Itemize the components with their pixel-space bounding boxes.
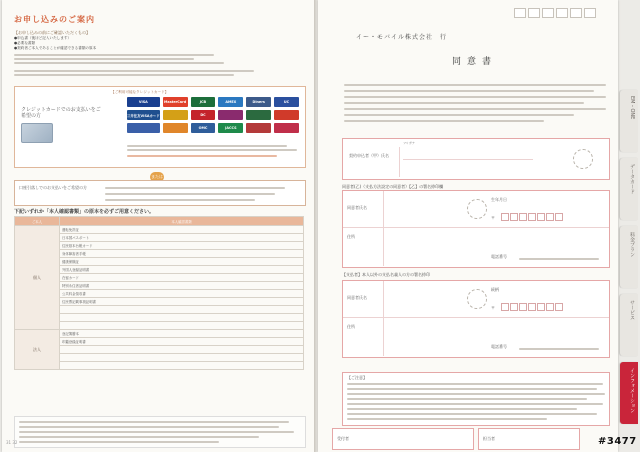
- requirement-item: ●必要な書類: [14, 41, 39, 45]
- requirement-item: ●契約者ご本人であることが確認できる書類の原本: [14, 46, 97, 50]
- credit-card-section: [14, 86, 306, 168]
- text-line: [105, 199, 255, 201]
- right-page: [318, 0, 618, 452]
- document-cell: 健康保険証: [60, 258, 304, 266]
- card-brand-logo: UC: [274, 97, 299, 107]
- document-cell: 外国人登録証明書: [60, 266, 304, 274]
- card-brand-logo: JACCS: [218, 123, 243, 133]
- section-tab[interactable]: [620, 294, 638, 356]
- card-brand-logo: [163, 123, 188, 133]
- staff-box: [478, 428, 580, 450]
- relationship-label: 続柄: [491, 287, 499, 292]
- card-brand-logo: Diners: [246, 97, 271, 107]
- card-section-label: 【ご利用可能なクレジットカード】: [111, 90, 169, 94]
- notes-box: [14, 416, 306, 448]
- applicant-signature-box: [342, 138, 610, 180]
- page-subtitle: 【お申し込みの前にご確認いただくもの】: [14, 30, 90, 35]
- text-line: [19, 441, 219, 443]
- text-line: [14, 62, 224, 64]
- reception-label: 受付者: [337, 436, 349, 441]
- bank-transfer-label: 口座引落しでのお支払いをご希望の方: [19, 185, 87, 190]
- form-row: [343, 228, 609, 266]
- document-cell: 印鑑登録証明書: [60, 338, 304, 346]
- address-label: 住所: [347, 234, 355, 239]
- notice-box: [342, 372, 610, 426]
- text-line: [14, 70, 254, 72]
- input-line[interactable]: [519, 258, 599, 260]
- bank-transfer-section: [14, 180, 306, 206]
- section-tabs: [620, 90, 640, 452]
- page-number: 31 32: [6, 440, 18, 445]
- document-cell: [60, 322, 304, 330]
- requirement-item: ●申込書（後ほど記入いたします）: [14, 36, 72, 40]
- phone-label: 電話番号: [491, 254, 507, 259]
- card-brand-logo: VISA: [127, 97, 160, 107]
- card-brand-logo: OMC: [191, 123, 216, 133]
- section-tab-label: EM・ONE: [629, 96, 635, 120]
- card-brand-logo: 三井住友VISAカード: [127, 110, 160, 120]
- card-brand-logo: [246, 110, 271, 120]
- card-logo-grid: [127, 97, 299, 133]
- section-tab[interactable]: [620, 158, 638, 220]
- text-line: [14, 54, 214, 56]
- notice-title: 【ご注意】: [347, 375, 367, 380]
- document-cell: 登記簿謄本: [60, 330, 304, 338]
- section-tab[interactable]: [620, 90, 638, 152]
- document-cell: 住民票記載事項証明書: [60, 298, 304, 306]
- text-line: [19, 431, 294, 433]
- postal-code-boxes[interactable]: [501, 303, 563, 311]
- left-page: [2, 0, 314, 452]
- address-label: 住所: [347, 324, 355, 329]
- form-title: 同意書: [452, 57, 498, 67]
- postal-label: 〒: [491, 305, 495, 310]
- document-cell: 日本国パスポート: [60, 234, 304, 242]
- category-cell: 法人: [15, 330, 60, 370]
- card-info-title: クレジットカードでのお支払いをご希望の方: [21, 107, 101, 119]
- document-cell: [60, 346, 304, 354]
- postal-code-boxes[interactable]: [501, 213, 563, 221]
- card-brand-logo: MasterCard: [163, 97, 188, 107]
- form-row: [343, 281, 609, 318]
- card-brand-logo: [274, 123, 299, 133]
- section-tab-label: インフォメーション: [629, 368, 635, 413]
- section-tab-label: 料金プラン: [629, 232, 635, 257]
- phone-label: 電話番号: [491, 344, 507, 349]
- text-line: [127, 155, 277, 157]
- text-line: [105, 187, 285, 189]
- id-documents-table: [14, 216, 304, 370]
- seal-circle[interactable]: [467, 289, 487, 309]
- furigana-label: フリガナ: [403, 141, 415, 145]
- seal-circle[interactable]: [573, 149, 593, 169]
- seal-circle[interactable]: [467, 199, 487, 219]
- name-label: 同意者氏名: [347, 295, 367, 300]
- section-tab-label: データカード: [629, 164, 635, 194]
- or-separator: または: [150, 172, 164, 182]
- form-row: [343, 318, 609, 356]
- form-row: [343, 191, 609, 228]
- text-line: [14, 58, 194, 60]
- text-line: [19, 421, 289, 423]
- card-brand-logo: AMEX: [218, 97, 243, 107]
- card-brand-logo: [246, 123, 271, 133]
- section-title: 同意者(乙)（支払方法設定の同意者）【乙】の署名捺印欄: [342, 184, 444, 189]
- birth-label: 生年月日: [491, 197, 507, 202]
- reception-box: [332, 428, 474, 450]
- document-cell: [60, 306, 304, 314]
- table-row: [15, 226, 304, 234]
- document-cell: 身体障害者手帳: [60, 250, 304, 258]
- card-brand-logo: JCB: [191, 97, 216, 107]
- applicant-name-label: 契約申込者（甲）氏名: [349, 153, 389, 158]
- page-title: お申し込みのご案内: [14, 15, 95, 24]
- card-brand-logo: DC: [191, 110, 216, 120]
- table-row: [15, 330, 304, 338]
- requirements-list: [14, 36, 194, 51]
- section-tab-label: サービス: [629, 300, 635, 320]
- date-boxes: [514, 8, 596, 18]
- document-cell: 住民基本台帳カード: [60, 242, 304, 250]
- section-tab[interactable]: [620, 226, 638, 288]
- document-cell: [60, 362, 304, 370]
- table-header: ご本人: [15, 217, 60, 226]
- staff-label: 担当者: [483, 436, 495, 441]
- text-line: [105, 193, 275, 195]
- document-cell: 在留カード: [60, 274, 304, 282]
- name-label: 同意者氏名: [347, 205, 367, 210]
- document-cell: 特別永住者証明書: [60, 282, 304, 290]
- card-brand-logo: [274, 110, 299, 120]
- section-title: 【支払者】本人以外の支払名義人の方の署名捺印: [342, 272, 430, 277]
- card-brand-logo: [163, 110, 188, 120]
- docs-heading: 下記いずれか「本人確認書類」の原本を必ずご用意ください。: [14, 209, 155, 215]
- section-tab[interactable]: [620, 362, 638, 424]
- text-line: [127, 149, 297, 151]
- consenter-form: [342, 190, 610, 268]
- table-header: 本人確認書類: [60, 217, 304, 226]
- card-info: [21, 107, 101, 143]
- payer-form: [342, 280, 610, 358]
- text-line: [127, 145, 287, 147]
- document-cell: 公共料金領収書: [60, 290, 304, 298]
- page-badge: #3477: [598, 436, 637, 447]
- card-brand-logo: [218, 110, 243, 120]
- text-line: [19, 436, 259, 438]
- postal-label: 〒: [491, 215, 495, 220]
- input-line[interactable]: [519, 348, 599, 350]
- text-line: [14, 74, 234, 76]
- card-brand-logo: [127, 123, 160, 133]
- document-cell: [60, 314, 304, 322]
- credit-card-icon: [21, 123, 53, 143]
- category-cell: 個人: [15, 226, 60, 330]
- recipient: イー・モバイル株式会社 行: [356, 34, 448, 41]
- text-line: [19, 426, 279, 428]
- document-cell: 運転免許証: [60, 226, 304, 234]
- document-cell: [60, 354, 304, 362]
